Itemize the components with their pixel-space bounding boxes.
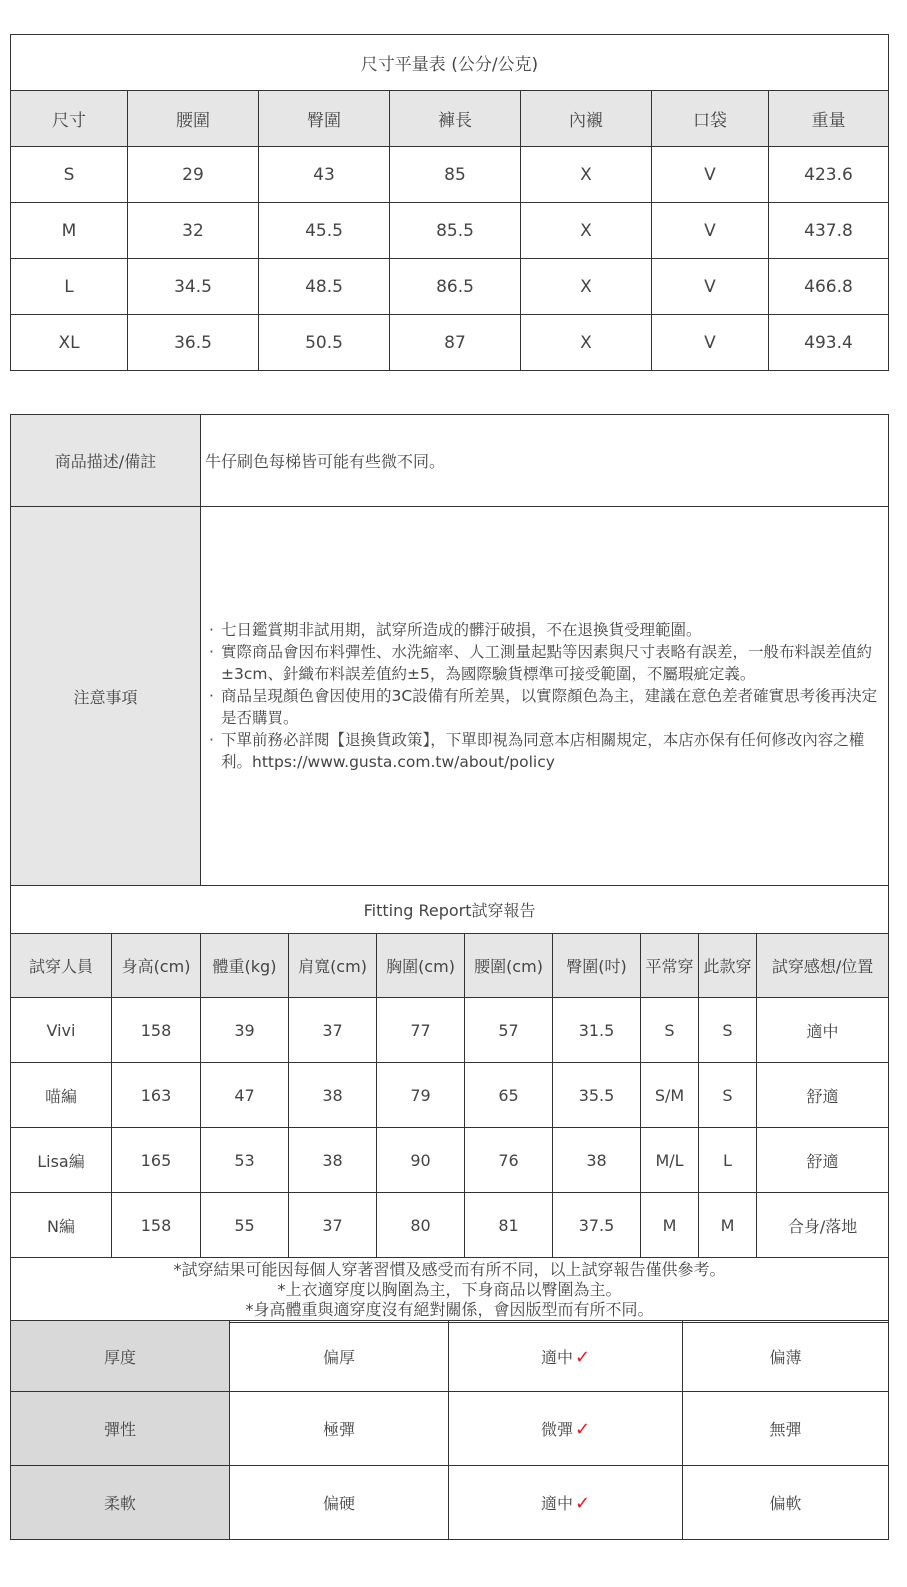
feel-option-selected: 微彈 ✓ (449, 1392, 683, 1466)
size-header-cell: 臀圍 (259, 91, 390, 147)
fitting-cell: 77 (377, 998, 465, 1063)
feel-option: 偏厚 (230, 1321, 449, 1392)
fitting-footnotes (11, 1258, 889, 1323)
fitting-header-row (11, 934, 889, 998)
fitting-cell: M (641, 1193, 699, 1258)
fitting-cell: M/L (641, 1128, 699, 1193)
size-row (11, 315, 889, 371)
feel-row-thickness (11, 1321, 889, 1392)
description-text: 牛仔刷色每梯皆可能有些微不同。 (201, 415, 889, 507)
fitting-cell: 80 (377, 1193, 465, 1258)
size-cell: V (652, 203, 769, 259)
fitting-footnote: *身高體重與適穿度沒有絕對關係，會因版型而有所不同。 (245, 1300, 654, 1319)
feel-option: 偏硬 (230, 1466, 449, 1540)
size-cell: 43 (259, 147, 390, 203)
fitting-cell: Vivi (11, 998, 112, 1063)
fitting-header-cell: 身高(cm) (112, 934, 201, 998)
size-cell: 493.4 (769, 315, 889, 371)
fitting-cell: 35.5 (553, 1063, 641, 1128)
fitting-cell: M (699, 1193, 757, 1258)
fitting-cell: 79 (377, 1063, 465, 1128)
fitting-row (11, 1193, 889, 1258)
size-cell: 50.5 (259, 315, 390, 371)
size-cell: 48.5 (259, 259, 390, 315)
fitting-cell: S (641, 998, 699, 1063)
size-cell: X (521, 203, 652, 259)
size-header-cell: 尺寸 (11, 91, 128, 147)
size-cell: 29 (128, 147, 259, 203)
fitting-cell: S/M (641, 1063, 699, 1128)
feel-label: 厚度 (11, 1321, 230, 1392)
size-cell: 87 (390, 315, 521, 371)
fitting-footnote: *上衣適穿度以胸圍為主，下身商品以臀圍為主。 (277, 1280, 622, 1299)
fitting-report-title: Fitting Report試穿報告 (11, 886, 889, 934)
notes-item: · 實際商品會因布料彈性、水洗縮率、人工測量起點等因素與尺寸表略有誤差，一般布料誤差值約±3cm、針織布料誤差值約±5，為國際驗貨標準可接受範圍，不屬瑕疵定義。 (207, 641, 878, 685)
size-cell: 85 (390, 147, 521, 203)
size-cell: 32 (128, 203, 259, 259)
size-header-cell: 腰圍 (128, 91, 259, 147)
product-info-table (10, 414, 889, 886)
fitting-cell: 158 (112, 1193, 201, 1258)
fitting-cell: 舒適 (757, 1128, 889, 1193)
feel-option: 極彈 (230, 1392, 449, 1466)
feel-option: 無彈 (683, 1392, 889, 1466)
size-header-cell: 內襯 (521, 91, 652, 147)
fitting-cell: 65 (465, 1063, 553, 1128)
fitting-cell: Lisa編 (11, 1128, 112, 1193)
size-cell: 437.8 (769, 203, 889, 259)
description-label: 商品描述/備註 (11, 415, 201, 507)
fitting-cell: 37 (289, 1193, 377, 1258)
fitting-cell: 55 (201, 1193, 289, 1258)
notes-cell (201, 507, 889, 886)
fitting-cell: 39 (201, 998, 289, 1063)
feel-row-elasticity (11, 1392, 889, 1466)
notes-item: · 商品呈現顏色會因使用的3C設備有所差異，以實際顏色為主，建議在意色差者確實思考後再決定是否購買。 (207, 685, 878, 729)
fitting-cell: L (699, 1128, 757, 1193)
fitting-cell: 喵編 (11, 1063, 112, 1128)
fitting-cell: 適中 (757, 998, 889, 1063)
notes-list (207, 619, 878, 773)
fitting-header-cell: 試穿人員 (11, 934, 112, 998)
fitting-report-table (10, 885, 889, 1323)
fitting-header-cell: 平常穿 (641, 934, 699, 998)
notes-label: 注意事項 (11, 507, 201, 886)
feel-option-selected: 適中 ✓ (449, 1321, 683, 1392)
fitting-cell: 合身/落地 (757, 1193, 889, 1258)
check-icon: ✓ (574, 1493, 591, 1514)
size-cell: L (11, 259, 128, 315)
size-cell: 85.5 (390, 203, 521, 259)
fitting-cell: 165 (112, 1128, 201, 1193)
fitting-cell: 47 (201, 1063, 289, 1128)
fitting-cell: 81 (465, 1193, 553, 1258)
size-cell: 423.6 (769, 147, 889, 203)
size-cell: V (652, 259, 769, 315)
size-cell: X (521, 315, 652, 371)
fitting-cell: 90 (377, 1128, 465, 1193)
fitting-row (11, 1128, 889, 1193)
fitting-header-cell: 臀圍(吋) (553, 934, 641, 998)
fitting-cell: 53 (201, 1128, 289, 1193)
check-icon: ✓ (574, 1419, 591, 1440)
feel-row-softness (11, 1466, 889, 1540)
size-header-cell: 口袋 (652, 91, 769, 147)
fitting-cell: 37.5 (553, 1193, 641, 1258)
size-row (11, 147, 889, 203)
size-cell: 45.5 (259, 203, 390, 259)
size-cell: X (521, 259, 652, 315)
feel-option: 偏軟 (683, 1466, 889, 1540)
notes-item: · 七日鑑賞期非試用期，試穿所造成的髒汙破損，不在退換貨受理範圍。 (207, 619, 878, 641)
feel-label: 彈性 (11, 1392, 230, 1466)
fitting-cell: 38 (289, 1063, 377, 1128)
fitting-footnote: *試穿結果可能因每個人穿著習慣及感受而有所不同，以上試穿報告僅供參考。 (173, 1260, 726, 1279)
notes-item: · 下單前務必詳閱【退換貨政策】，下單即視為同意本店相關規定，本店亦保有任何修改內容之權利。https://www.gusta.com.tw/about/policy (207, 729, 878, 773)
fitting-cell: 38 (553, 1128, 641, 1193)
fitting-cell: 37 (289, 998, 377, 1063)
fitting-cell: 57 (465, 998, 553, 1063)
fitting-header-cell: 試穿感想/位置 (757, 934, 889, 998)
size-cell: 466.8 (769, 259, 889, 315)
fitting-cell: 31.5 (553, 998, 641, 1063)
fitting-cell: S (699, 1063, 757, 1128)
size-cell: 86.5 (390, 259, 521, 315)
size-chart-header-row (11, 91, 889, 147)
fitting-header-cell: 此款穿 (699, 934, 757, 998)
fitting-cell: S (699, 998, 757, 1063)
feel-option: 偏薄 (683, 1321, 889, 1392)
size-cell: XL (11, 315, 128, 371)
size-row (11, 259, 889, 315)
feel-label: 柔軟 (11, 1466, 230, 1540)
fitting-cell: 76 (465, 1128, 553, 1193)
fitting-row (11, 998, 889, 1063)
check-icon: ✓ (574, 1346, 591, 1368)
fitting-cell: N編 (11, 1193, 112, 1258)
fabric-feel-table (10, 1320, 889, 1540)
feel-option-selected: 適中 ✓ (449, 1466, 683, 1540)
fitting-header-cell: 肩寬(cm) (289, 934, 377, 998)
size-header-cell: 褲長 (390, 91, 521, 147)
size-row (11, 203, 889, 259)
size-cell: V (652, 147, 769, 203)
fitting-header-cell: 體重(kg) (201, 934, 289, 998)
size-cell: V (652, 315, 769, 371)
size-chart-table (10, 34, 889, 371)
fitting-header-cell: 腰圍(cm) (465, 934, 553, 998)
fitting-cell: 158 (112, 998, 201, 1063)
fitting-cell: 38 (289, 1128, 377, 1193)
size-cell: S (11, 147, 128, 203)
size-cell: 36.5 (128, 315, 259, 371)
size-cell: M (11, 203, 128, 259)
size-cell: 34.5 (128, 259, 259, 315)
size-cell: X (521, 147, 652, 203)
fitting-cell: 163 (112, 1063, 201, 1128)
fitting-cell: 舒適 (757, 1063, 889, 1128)
size-header-cell: 重量 (769, 91, 889, 147)
fitting-row (11, 1063, 889, 1128)
size-chart-title: 尺寸平量表 (公分/公克) (11, 35, 889, 91)
fitting-header-cell: 胸圍(cm) (377, 934, 465, 998)
